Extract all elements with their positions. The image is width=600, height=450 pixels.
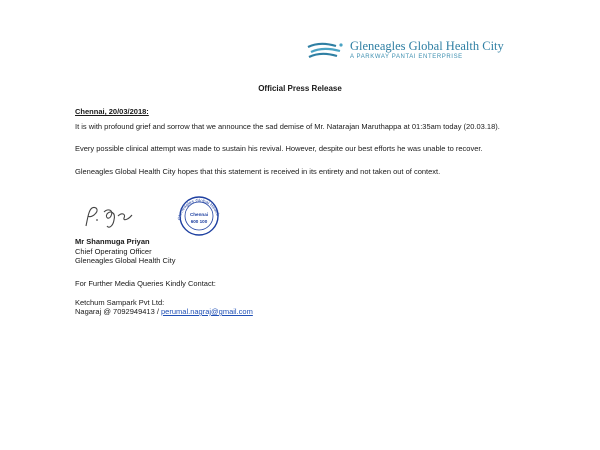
- paragraph-clinical: Every possible clinical attempt was made to sustain his revival. However, despite our best efforts he was unable to recover.: [75, 144, 483, 153]
- paragraph-announcement: It is with profound grief and sorrow that we announce the sad demise of Mr. Natarajan Maruthappa at 01:35am today (20.03.18).: [75, 122, 500, 131]
- seal-pin: 600 100: [190, 219, 208, 224]
- contact-person-phone: Nagaraj @ 7092949413 /: [75, 307, 162, 316]
- seal-arc-text: Gleneagles Global Health: [176, 197, 221, 221]
- paragraph-statement: Gleneagles Global Health City hopes that this statement is received in its entirety and not taken out of context.: [75, 167, 441, 176]
- gleneagles-logo: [306, 40, 504, 61]
- contact-intro: For Further Media Queries Kindly Contact:: [75, 279, 216, 288]
- signer-block: [75, 237, 175, 266]
- contact-block: [75, 279, 253, 317]
- logo-tagline: A PARKWAY PANTAI ENTERPRISE: [350, 54, 463, 60]
- signer-organization: Gleneagles Global Health City: [75, 256, 176, 265]
- contact-line: [75, 307, 253, 317]
- contact-agency: Ketchum Sampark Pvt Ltd:: [75, 297, 165, 307]
- wave-logo-icon: [306, 41, 344, 61]
- page-title: Official Press Release: [258, 84, 342, 93]
- signer-title: Chief Operating Officer: [75, 246, 152, 256]
- contact-email-link[interactable]: perumal.nagraj@gmail.com: [161, 307, 253, 316]
- signer-name: Mr Shanmuga Priyan: [75, 237, 150, 246]
- company-seal: [163, 196, 235, 236]
- logo-name: Gleneagles Global Health City: [350, 39, 504, 53]
- seal-city: Chennai: [189, 212, 209, 217]
- handwritten-signature: [80, 202, 140, 232]
- dateline: Chennai, 20/03/2018:: [75, 107, 149, 116]
